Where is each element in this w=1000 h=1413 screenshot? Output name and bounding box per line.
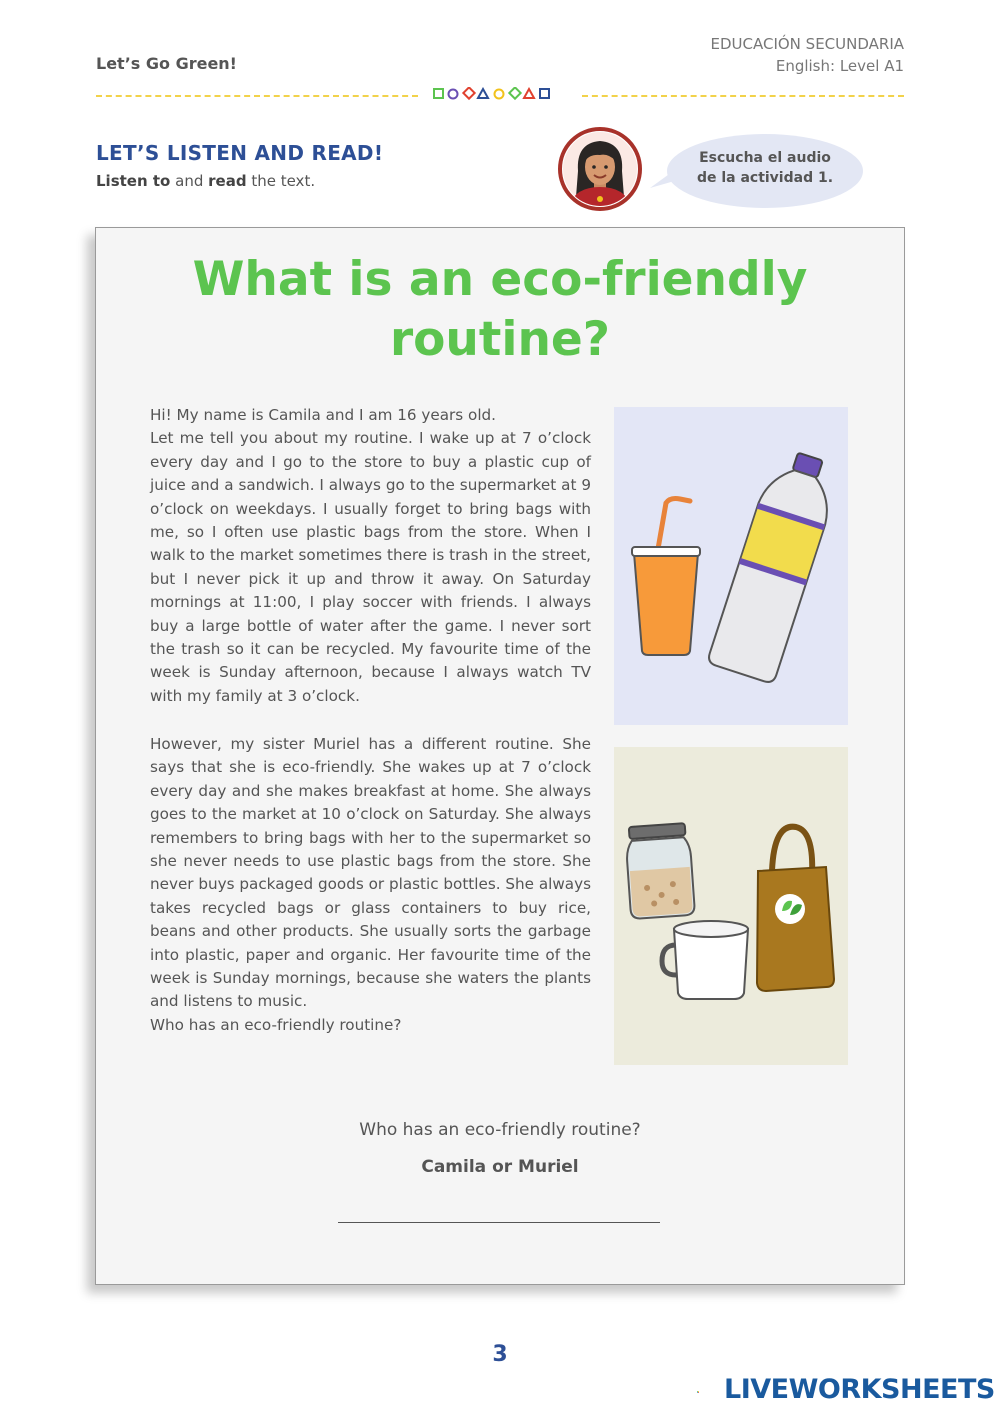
instruction-and: and	[170, 172, 209, 190]
bubble-line-1: Escucha el audio	[699, 150, 831, 166]
answer-input-line[interactable]	[338, 1222, 660, 1223]
plastic-cup-and-bottle-illustration	[614, 407, 848, 725]
instruction-end: the text.	[246, 172, 316, 190]
girl-avatar-icon[interactable]	[558, 127, 642, 211]
paragraph-muriel	[150, 733, 591, 1037]
divider-dash-right	[582, 95, 904, 97]
paragraph-camila	[150, 404, 591, 708]
instruction-bold-read: read	[208, 172, 247, 190]
level-line-1: EDUCACIÓN SECUNDARIA	[710, 35, 904, 53]
article-title-line-1: What is an eco-friendly	[192, 252, 808, 307]
liveworksheets-logo-icon[interactable]	[697, 1376, 723, 1408]
exercise-question: Who has an eco-friendly routine?	[359, 1120, 641, 1140]
section-title: LET’S LISTEN AND READ!	[96, 141, 384, 165]
instruction-bold-listen: Listen to	[96, 172, 171, 190]
bubble-line-2: de la actividad 1.	[696, 170, 834, 186]
paragraph-line: Let me tell you about my routine. I wake up at 7 o’clock every day and I go to the store to buy a plastic cup of juice and a sandwich. I always go to the supermarket at 9 o’clock on weekdays. I usually forget to bring bags with me, so I often use plastic bags from the store. When I walk to the market sometimes there is trash in the street, but I never pick it up and throw it away. On Saturday mornings at 11:00, I play soccer with friends. I always buy a large bottle of water after the game. I never sort the trash so it can be recycled. My favourite time of the week is Sunday afternoon, because I always watch TV with my family at 3 o’clock.	[150, 429, 591, 705]
speech-bubble-text	[672, 148, 858, 188]
level-label	[711, 33, 905, 77]
paragraph-line: However, my sister Muriel has a different routine. She says that she is eco-friendly. She wakes up at 7 o’clock every day and she makes breakfast at home. She always goes to the market at 10 o’clock on Saturday. She always remembers to bring bags with her to the supermarket so she never needs to use plastic bags from the store. She never buys packaged goods or plastic bottles. She always takes recycled bags or glass containers to buy rice, beans and other products. She usually sorts the garbage into plastic, paper and organic. Her favourite time of the week is Sunday mornings, because she waters the plants and listens to music.	[150, 735, 591, 1011]
page-number: 3	[492, 1342, 508, 1367]
jar-mug-and-reusable-bag-illustration	[614, 747, 848, 1065]
exercise-options: Camila or Muriel	[421, 1157, 579, 1177]
header-divider	[96, 95, 904, 97]
paragraph-line: Hi! My name is Camila and I am 16 years old.	[150, 406, 497, 424]
divider-dash-left	[96, 95, 418, 97]
series-title: Let’s Go Green!	[96, 54, 237, 73]
article-title	[150, 250, 850, 370]
section-instruction	[96, 172, 315, 190]
paragraph-line: Who has an eco-friendly routine?	[150, 1015, 402, 1034]
liveworksheets-wordmark[interactable]: LIVEWORKSHEETS	[724, 1374, 995, 1405]
decorative-shapes-icon	[432, 87, 568, 101]
article-title-line-2: routine?	[389, 312, 611, 367]
level-line-2: English: Level A1	[775, 57, 904, 75]
